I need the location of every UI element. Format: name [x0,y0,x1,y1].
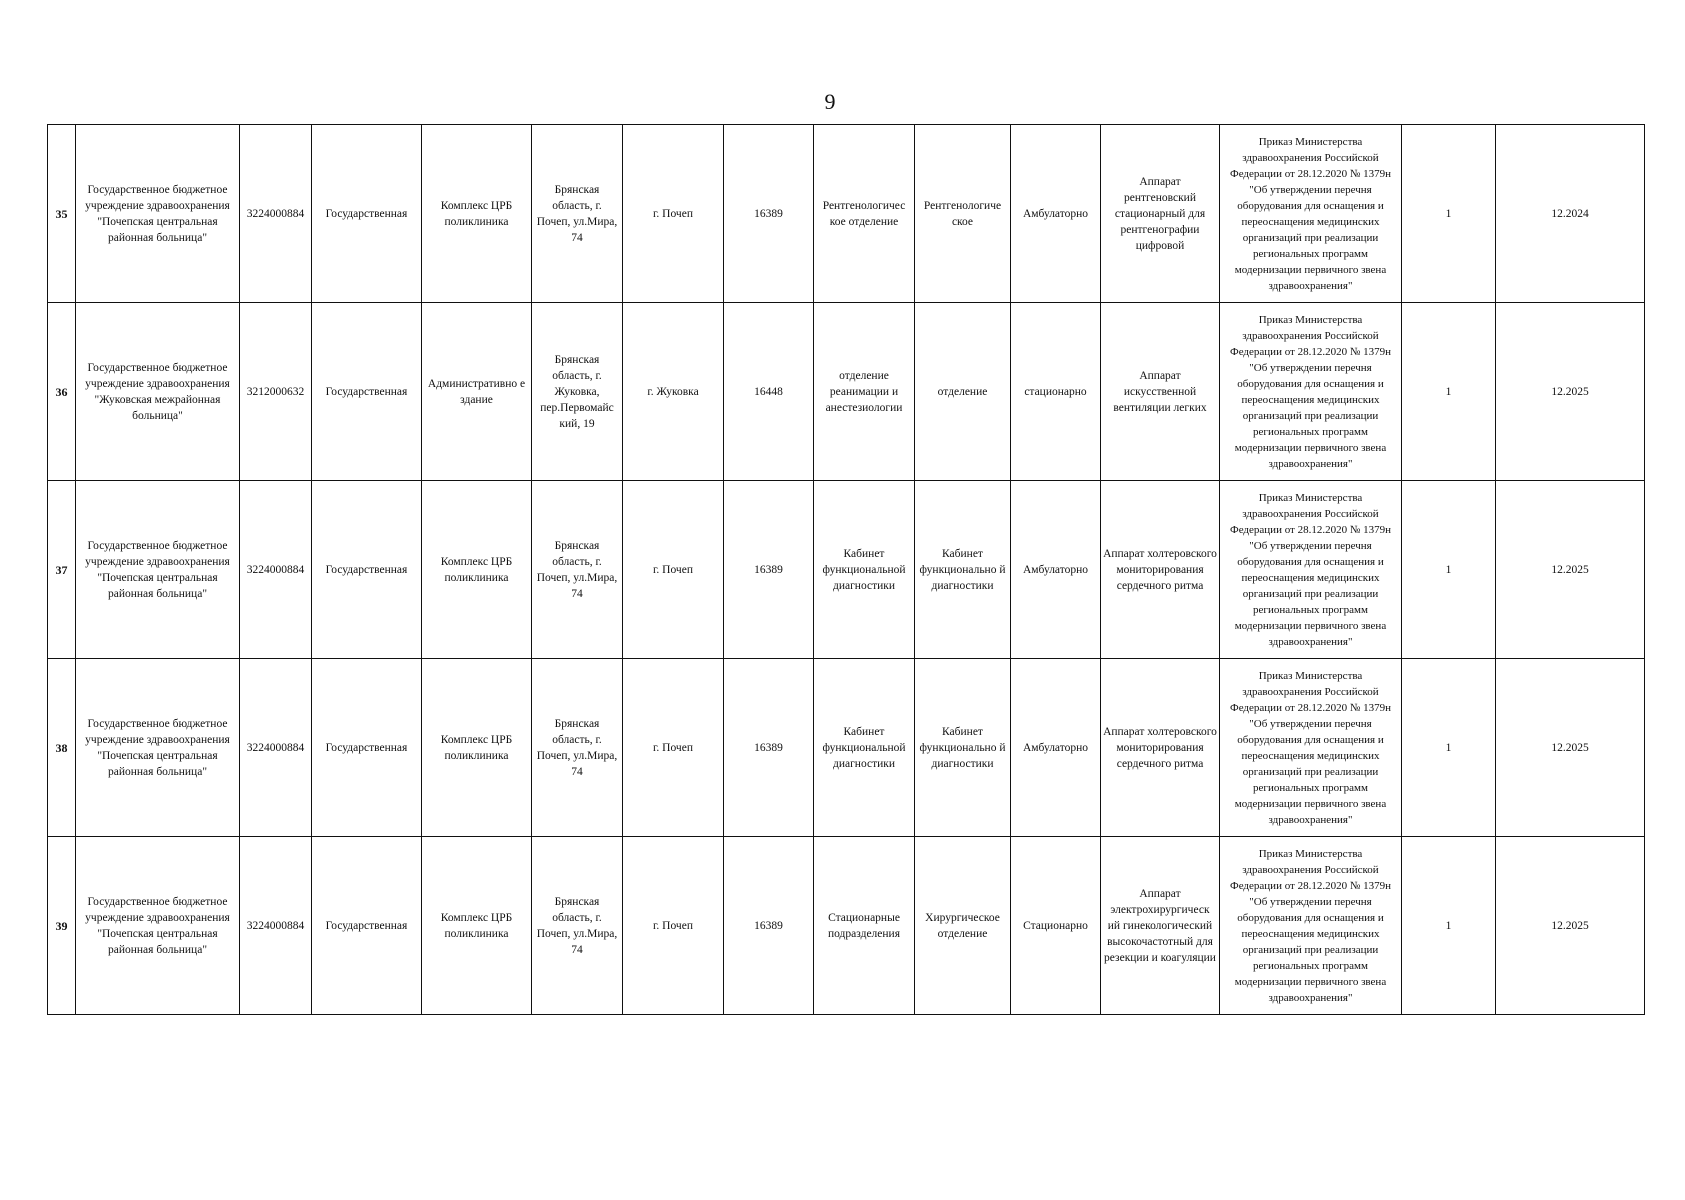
address: Брянская область, г. Почеп, ул.Мира, 74 [532,125,623,303]
quantity: 1 [1402,659,1496,837]
profile: Рентгенологиче ское [915,125,1011,303]
organization-name: Государственное бюджетное учреждение здравоохранения "Почепская центральная районная больница" [76,481,240,659]
organization-name: Государственное бюджетное учреждение здравоохранения "Жуковская межрайонная больница" [76,303,240,481]
table-row [48,659,1645,837]
care-form: Амбулаторно [1011,481,1101,659]
equipment-name: Аппарат холтеровского мониторирования сердечного ритма [1101,659,1220,837]
delivery-date: 12.2025 [1496,837,1645,1015]
inn: 3212000632 [240,303,312,481]
department: отделение реанимации и анестезиологии [814,303,915,481]
legal-basis: Приказ Министерства здравоохранения Российской Федерации от 28.12.2020 № 1379н "Об утверждении перечня оборудования для оснащения и переоснащения медицинских организаций при реализации региональных программ модернизации первичного звена здравоохранения" [1220,481,1402,659]
care-form: Амбулаторно [1011,125,1101,303]
row-number: 39 [48,837,76,1015]
city: г. Жуковка [623,303,724,481]
row-number: 35 [48,125,76,303]
address: Брянская область, г. Почеп, ул.Мира, 74 [532,837,623,1015]
code: 16389 [724,659,814,837]
code: 16389 [724,837,814,1015]
ownership-form: Государственная [312,837,422,1015]
delivery-date: 12.2025 [1496,659,1645,837]
table-row [48,125,1645,303]
quantity: 1 [1402,481,1496,659]
code: 16389 [724,125,814,303]
delivery-date: 12.2025 [1496,481,1645,659]
table-row [48,481,1645,659]
city: г. Почеп [623,659,724,837]
equipment-name: Аппарат холтеровского мониторирования сердечного ритма [1101,481,1220,659]
inn: 3224000884 [240,837,312,1015]
delivery-date: 12.2025 [1496,303,1645,481]
department: Кабинет функциональной диагностики [814,481,915,659]
equipment-name: Аппарат искусственной вентиляции легких [1101,303,1220,481]
ownership-form: Государственная [312,125,422,303]
building: Комплекс ЦРБ поликлиника [422,481,532,659]
delivery-date: 12.2024 [1496,125,1645,303]
profile: Кабинет функционально й диагностики [915,659,1011,837]
ownership-form: Государственная [312,481,422,659]
organization-name: Государственное бюджетное учреждение здравоохранения "Почепская центральная районная больница" [76,659,240,837]
city: г. Почеп [623,837,724,1015]
city: г. Почеп [623,125,724,303]
organization-name: Государственное бюджетное учреждение здравоохранения "Почепская центральная районная больница" [76,837,240,1015]
code: 16389 [724,481,814,659]
row-number: 38 [48,659,76,837]
page-number: 9 [824,89,836,114]
table-row [48,837,1645,1015]
building: Административно е здание [422,303,532,481]
profile: отделение [915,303,1011,481]
department: Рентгенологичес кое отделение [814,125,915,303]
legal-basis: Приказ Министерства здравоохранения Российской Федерации от 28.12.2020 № 1379н "Об утверждении перечня оборудования для оснащения и переоснащения медицинских организаций при реализации региональных программ модернизации первичного звена здравоохранения" [1220,659,1402,837]
address: Брянская область, г. Жуковка, пер.Первомайс кий, 19 [532,303,623,481]
building: Комплекс ЦРБ поликлиника [422,837,532,1015]
equipment-name: Аппарат рентгеновский стационарный для рентгенографии цифровой [1101,125,1220,303]
quantity: 1 [1402,125,1496,303]
profile: Кабинет функционально й диагностики [915,481,1011,659]
legal-basis: Приказ Министерства здравоохранения Российской Федерации от 28.12.2020 № 1379н "Об утверждении перечня оборудования для оснащения и переоснащения медицинских организаций при реализации региональных программ модернизации первичного звена здравоохранения" [1220,837,1402,1015]
legal-basis: Приказ Министерства здравоохранения Российской Федерации от 28.12.2020 № 1379н "Об утверждении перечня оборудования для оснащения и переоснащения медицинских организаций при реализации региональных программ модернизации первичного звена здравоохранения" [1220,303,1402,481]
care-form: стационарно [1011,303,1101,481]
ownership-form: Государственная [312,303,422,481]
equipment-table [47,124,1645,1015]
legal-basis: Приказ Министерства здравоохранения Российской Федерации от 28.12.2020 № 1379н "Об утверждении перечня оборудования для оснащения и переоснащения медицинских организаций при реализации региональных программ модернизации первичного звена здравоохранения" [1220,125,1402,303]
quantity: 1 [1402,837,1496,1015]
organization-name: Государственное бюджетное учреждение здравоохранения "Почепская центральная районная больница" [76,125,240,303]
row-number: 37 [48,481,76,659]
building: Комплекс ЦРБ поликлиника [422,659,532,837]
equipment-name: Аппарат электрохирургическ ий гинекологический высокочастотный для резекции и коагуляции [1101,837,1220,1015]
quantity: 1 [1402,303,1496,481]
ownership-form: Государственная [312,659,422,837]
code: 16448 [724,303,814,481]
row-number: 36 [48,303,76,481]
department: Стационарные подразделения [814,837,915,1015]
address: Брянская область, г. Почеп, ул.Мира, 74 [532,481,623,659]
inn: 3224000884 [240,481,312,659]
department: Кабинет функциональной диагностики [814,659,915,837]
table-row [48,303,1645,481]
profile: Хирургическое отделение [915,837,1011,1015]
address: Брянская область, г. Почеп, ул.Мира, 74 [532,659,623,837]
building: Комплекс ЦРБ поликлиника [422,125,532,303]
care-form: Стационарно [1011,837,1101,1015]
inn: 3224000884 [240,125,312,303]
city: г. Почеп [623,481,724,659]
inn: 3224000884 [240,659,312,837]
care-form: Амбулаторно [1011,659,1101,837]
